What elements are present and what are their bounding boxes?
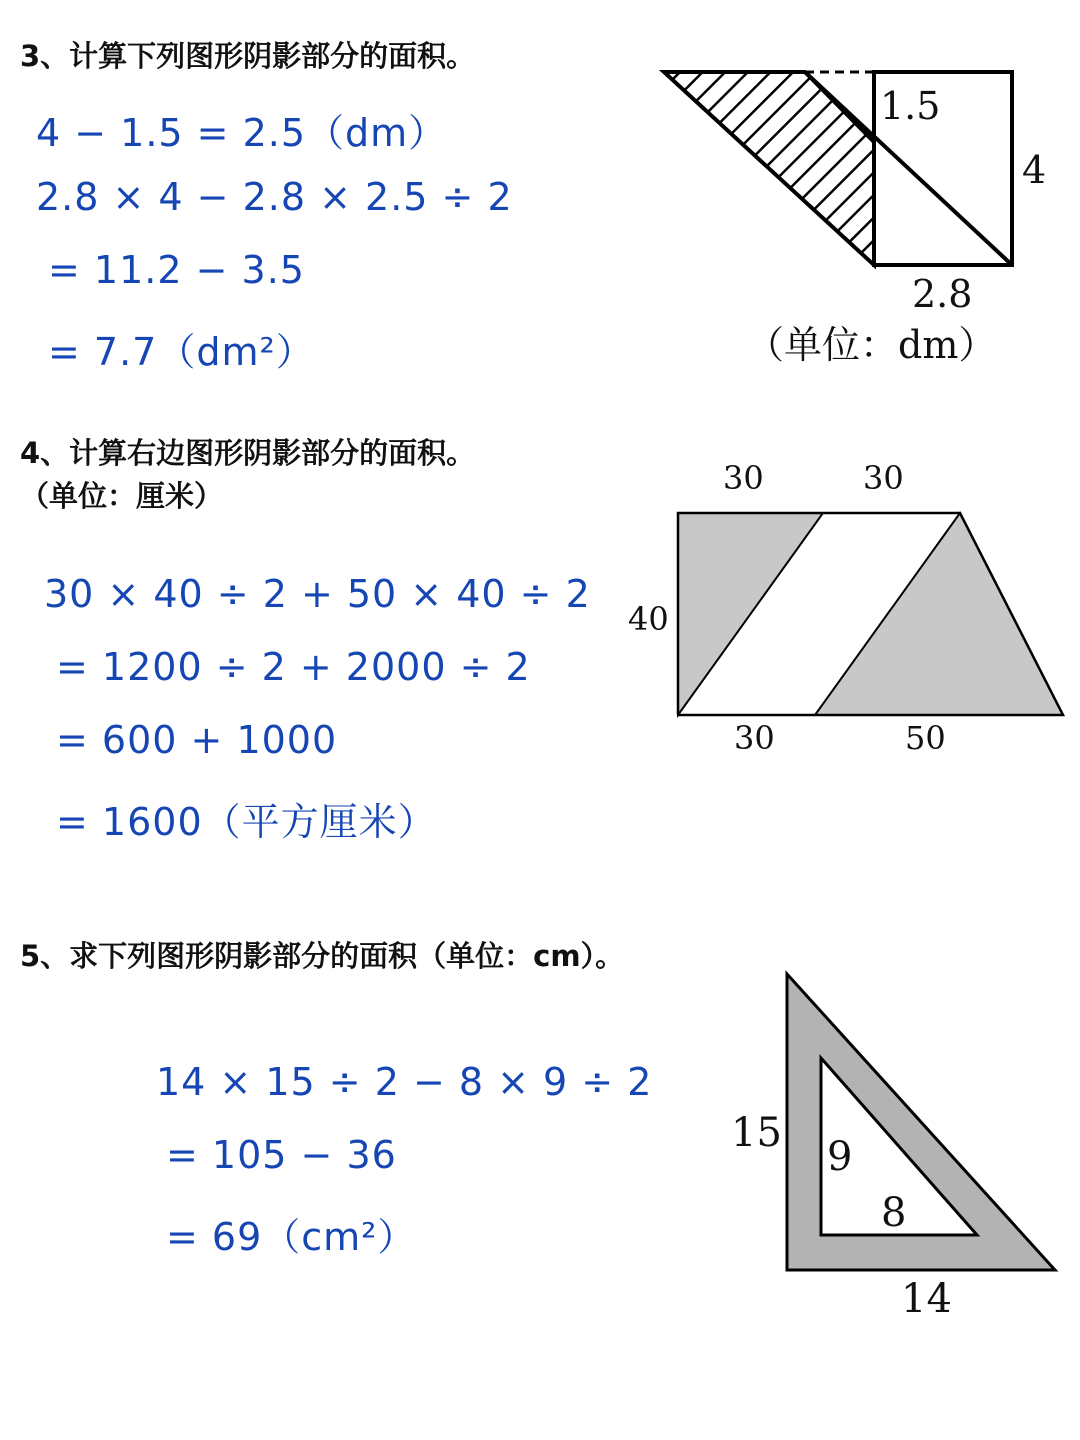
q4-shaded-right-triangle [815, 513, 1063, 715]
question-5-title: 5、求下列图形阴影部分的面积（单位：cm）。 [20, 939, 625, 973]
q3-work-line-1: 4 − 1.5 = 2.5（dm） [36, 111, 448, 155]
q4-work-line-3: = 600 + 1000 [56, 718, 338, 762]
q4-label-bottom-right: 50 [905, 719, 946, 757]
q5-work-line-2: = 105 − 36 [166, 1133, 397, 1177]
q5-label-inner-height: 9 [827, 1134, 853, 1180]
q3-label-right: 4 [1022, 148, 1047, 192]
q3-work-line-3: = 11.2 − 3.5 [48, 248, 305, 292]
q4-label-bottom-left: 30 [734, 719, 775, 757]
question-4-subtitle: （单位：厘米） [20, 479, 224, 513]
q5-figure [715, 960, 1070, 1320]
q5-work-line-1: 14 × 15 ÷ 2 − 8 × 9 ÷ 2 [156, 1060, 653, 1104]
q3-unit-label: （单位：dm） [746, 323, 997, 367]
q5-label-outer-base: 14 [901, 1276, 952, 1322]
q5-shaded-region [787, 974, 1055, 1270]
q4-label-top-left: 30 [723, 459, 764, 497]
q4-label-top-right: 30 [863, 459, 904, 497]
q4-shaded-left-triangle [678, 513, 823, 715]
q4-figure [620, 455, 1075, 765]
q5-label-inner-base: 8 [881, 1190, 907, 1236]
q3-label-top: 1.5 [880, 84, 941, 128]
question-3-title: 3、计算下列图形阴影部分的面积。 [20, 39, 476, 73]
q4-label-left: 40 [628, 600, 669, 638]
q4-work-line-2: = 1200 ÷ 2 + 2000 ÷ 2 [56, 645, 531, 689]
question-4-title: 4、计算右边图形阴影部分的面积。 [20, 436, 476, 470]
q3-work-line-4: = 7.7（dm²） [48, 330, 315, 374]
q3-label-bottom: 2.8 [912, 272, 973, 316]
q4-work-line-4: = 1600（平方厘米） [56, 800, 437, 844]
q4-work-line-1: 30 × 40 ÷ 2 + 50 × 40 ÷ 2 [44, 572, 591, 616]
q3-work-line-2: 2.8 × 4 − 2.8 × 2.5 ÷ 2 [36, 175, 513, 219]
q5-work-line-3: = 69（cm²） [166, 1215, 417, 1259]
q5-label-outer-height: 15 [731, 1110, 782, 1156]
q3-shaded-region [664, 72, 874, 265]
q3-figure [650, 55, 1047, 375]
